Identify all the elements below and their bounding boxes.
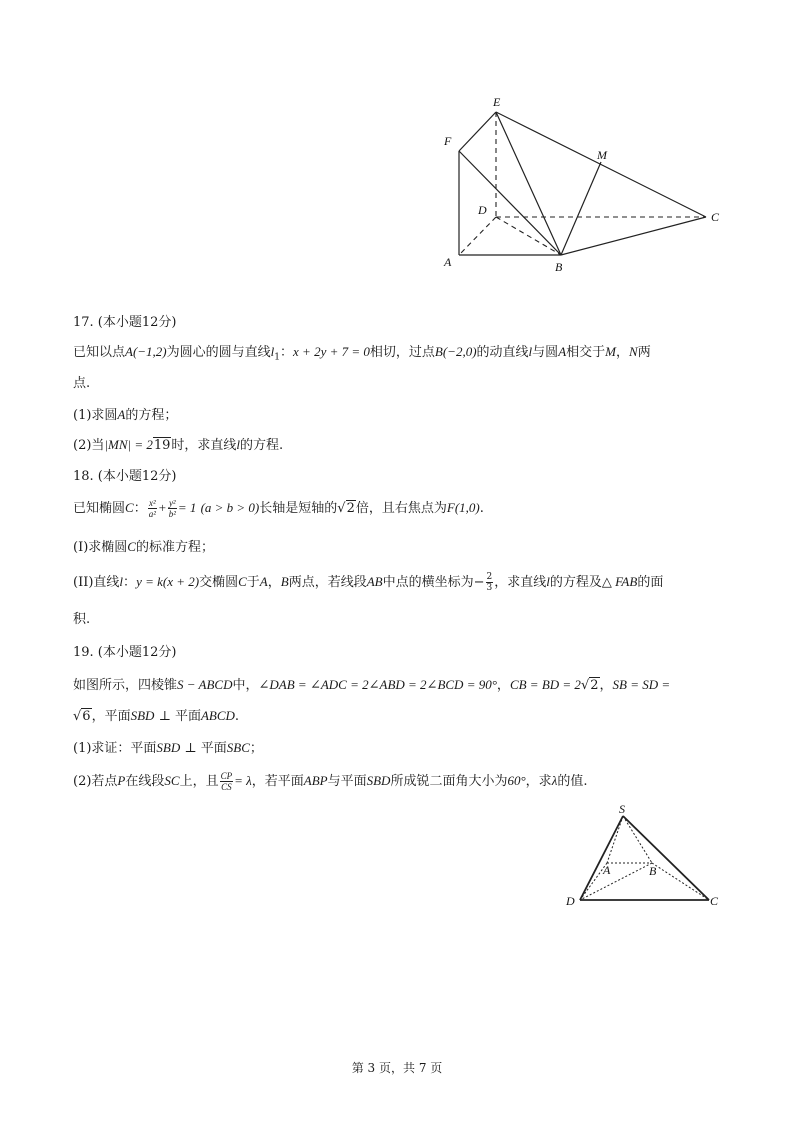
label-D2: D: [566, 894, 575, 908]
q19-header: 19. (本小题12分): [73, 645, 177, 660]
label-S: S: [619, 802, 625, 816]
label-F: F: [444, 134, 452, 148]
label-A2: A: [603, 863, 611, 877]
q19-stem: 如图所示，四棱锥S − ABCD中，∠DAB = ∠ADC = 2∠ABD = 2∠BCD = 90°，CB = BD = 2√2，SB = SD =: [73, 677, 671, 693]
figure-pyramid-sabcd: [562, 802, 727, 912]
q19-stem-cont: √6，平面SBD ⊥ 平面ABCD.: [73, 708, 240, 724]
label-C2: C: [710, 894, 719, 908]
page-footer: 第 3 页，共 7 页: [351, 1061, 443, 1075]
label-B: B: [555, 260, 563, 274]
q19-part1: (1)求证：平面SBD ⊥ 平面SBC；: [73, 740, 263, 756]
q17-part2: (2)当|MN| = 219时，求直线l的方程.: [73, 437, 284, 453]
q17-part1: (1)求圆A的方程；: [73, 407, 178, 423]
figure-prism-efabcd: [430, 92, 730, 277]
q18-part2-cont: 积.: [73, 612, 91, 627]
label-E: E: [493, 95, 501, 109]
q17-header: 17. (本小题12分): [73, 315, 177, 330]
label-A: A: [444, 255, 452, 269]
q18-part2: (II)直线l：y = k(x + 2)交椭圆C于A，B两点，若线段AB中点的横坐标为− $\frac{2}{3}$ ，求直线l的方程及△ FAB的面: [73, 572, 664, 593]
q18-header: 18. (本小题12分): [73, 469, 177, 484]
q18-stem: 已知椭圆C： $\frac{\text{x²}}{\text{a²}}$ + $\frac{\text{y²}}{\text{b²}}$ = 1 (a > b > 0)长轴是短轴的√2倍，且右焦点为F(1,0).: [73, 498, 484, 519]
q19-part2: (2)若点P在线段SC上，且 $\frac{CP}{CS}$ = λ，若平面ABP与平面SBD所成锐二面角大小为60°，求λ的值.: [73, 771, 588, 792]
label-M: M: [597, 148, 607, 162]
label-D: D: [478, 203, 487, 217]
q17-stem: 已知以点A(−1,2)为圆心的圆与直线$l_1$：x + 2y + 7 = 0相切，过点B(−2,0)的动直线l与圆A相交于M，N两: [73, 344, 651, 363]
label-B2: B: [649, 864, 657, 878]
q17-stem-cont: 点.: [73, 376, 91, 391]
q18-part1: (I)求椭圆C的标准方程；: [73, 539, 214, 555]
label-C: C: [711, 210, 720, 224]
